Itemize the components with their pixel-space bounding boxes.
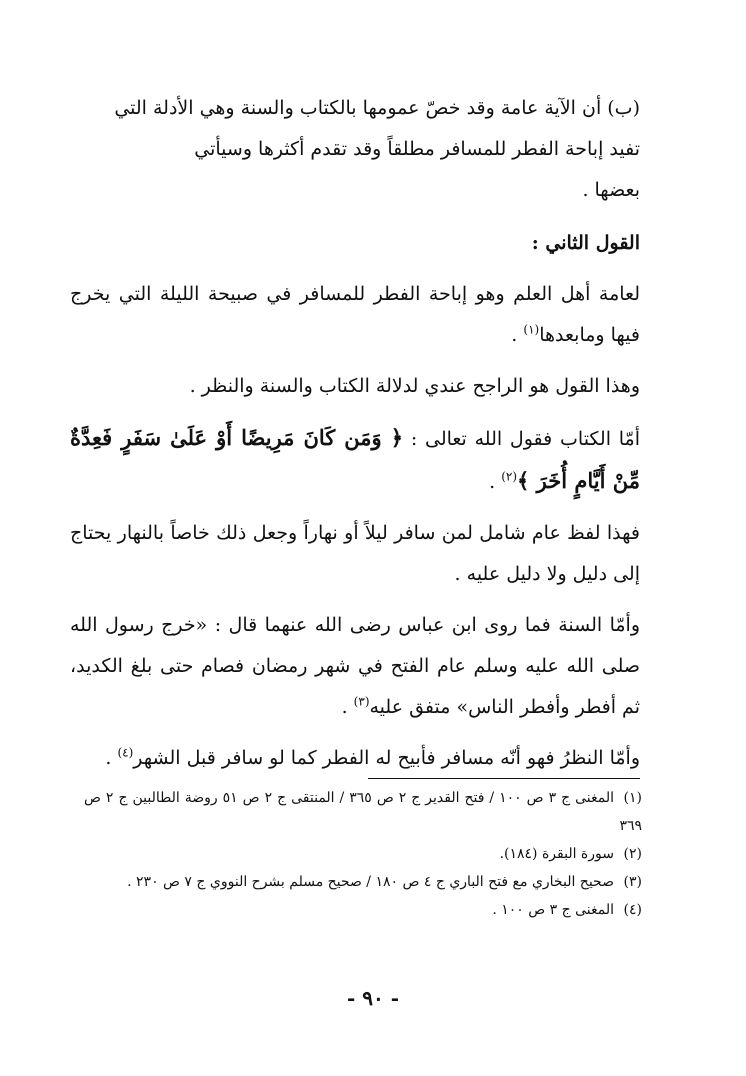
sunnah-evidence-end: . bbox=[341, 696, 354, 718]
footnote-separator bbox=[368, 778, 640, 779]
footnote-text: سورة البقرة (١٨٤). bbox=[499, 846, 614, 862]
paragraph-second-end: . bbox=[511, 324, 524, 346]
reasoning-evidence-text: وأمّا النظرُ فهو أنّه مسافر فأبيح له الفطر كما لو سافر قبل الشهر bbox=[133, 747, 640, 769]
footnote-ref-4[interactable]: (٤) bbox=[117, 745, 134, 760]
sunnah-evidence-text: وأمّا السنة فما روى ابن عباس رضى الله عنهما قال : «خرج رسول الله صلى الله عليه وسلم عام الفتح في شهر رمضان فصام حتى بلغ الكديد، ثم أفطر وأفطر الناس» متفق عليه bbox=[70, 614, 640, 718]
second-opinion-heading: القول الثاني : bbox=[531, 232, 640, 254]
main-text bbox=[70, 88, 640, 779]
quran-verse: ﴿ وَمَن كَانَ مَرِيضًا أَوْ عَلَىٰ سَفَرٍ فَعِدَّةٌ مِّنْ أَيَّامٍ أُخَرَ ﴾ bbox=[70, 425, 640, 493]
footnote-4 bbox=[84, 896, 642, 924]
paragraph-general-wording: فهذا لفظ عام شامل لمن سافر ليلاً أو نهاراً وجعل ذلك خاصاً بالنهار يحتاج إلى دليل ولا دليل عليه . bbox=[70, 522, 640, 585]
footnote-1 bbox=[84, 784, 642, 840]
footnote-text: صحيح البخاري مع فتح الباري ج ٤ ص ١٨٠ / صحيح مسلم بشرح النووي ج ٧ ص ٢٣٠ . bbox=[127, 874, 614, 890]
footnote-ref-3[interactable]: (٣) bbox=[353, 694, 370, 709]
paragraph-sunnah-evidence bbox=[70, 605, 640, 728]
book-evidence-intro: أمّا الكتاب فقول الله تعالى : bbox=[410, 428, 640, 450]
footnote-text: المغنى ج ٣ ص ١٠٠ / فتح القدير ج ٢ ص ٣٦٥ / المنتقى ج ٢ ص ٥١ روضة الطالبين ج ٢ ص ٣٦٩ bbox=[84, 790, 642, 834]
page-number: - ٩٠ - bbox=[346, 986, 399, 1010]
footnote-text: المغنى ج ٣ ص ١٠٠ . bbox=[492, 902, 614, 918]
footnote-number: (١) bbox=[623, 790, 643, 806]
book-evidence-end: . bbox=[489, 471, 502, 493]
paragraph-b-line-2: تفيد إباحة الفطر للمسافر مطلقاً وقد تقدم أكثرها وسيأتي bbox=[194, 138, 640, 160]
footnote-number: (٤) bbox=[623, 902, 642, 918]
footnote-3 bbox=[84, 868, 642, 896]
footnotes bbox=[84, 784, 642, 924]
paragraph-second-text: لعامة أهل العلم وهو إباحة الفطر للمسافر في صبيحة الليلة التي يخرج فيها ومابعدها bbox=[70, 283, 640, 346]
footnote-ref-1[interactable]: (١) bbox=[523, 322, 540, 337]
paragraph-reasoning-evidence bbox=[70, 738, 640, 779]
footnote-ref-2[interactable]: (٢) bbox=[501, 469, 518, 484]
paragraph-b bbox=[70, 88, 640, 211]
paragraph-second-opinion bbox=[70, 274, 640, 356]
footnote-2 bbox=[84, 840, 642, 868]
footnote-number: (٣) bbox=[623, 874, 642, 890]
paragraph-b-line-3: بعضها . bbox=[582, 179, 640, 201]
paragraph-preferred-opinion: وهذا القول هو الراجح عندي لدلالة الكتاب والسنة والنظر . bbox=[189, 375, 640, 397]
reasoning-evidence-end: . bbox=[105, 747, 118, 769]
paragraph-book-evidence bbox=[70, 417, 640, 503]
paragraph-b-line-1: (ب) أن الآية عامة وقد خصّ عمومها بالكتاب والسنة وهي الأدلة التي bbox=[114, 97, 640, 119]
footnote-number: (٢) bbox=[623, 846, 642, 862]
